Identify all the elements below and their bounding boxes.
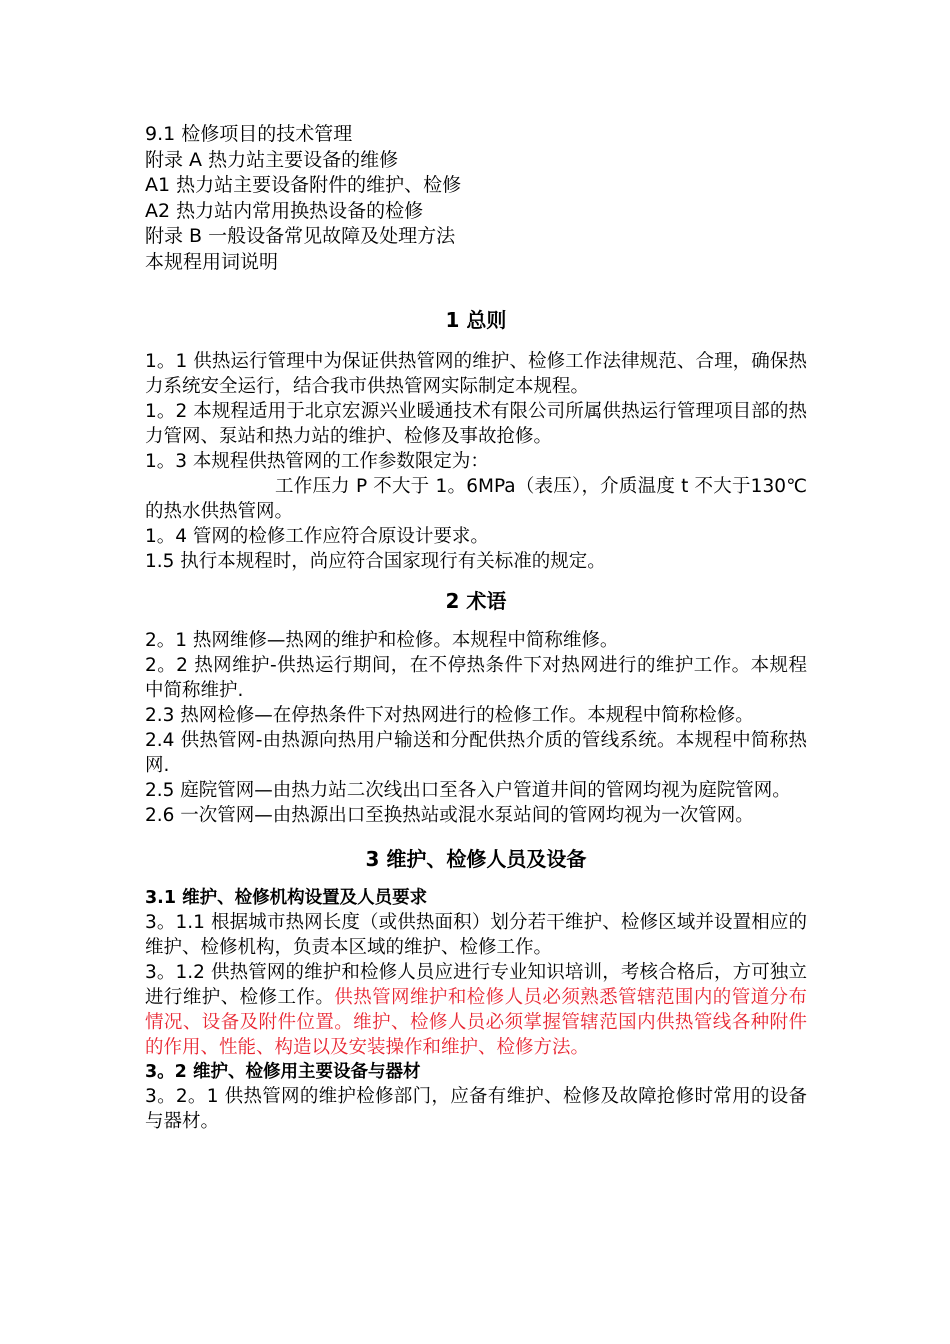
paragraph-text: 3。1.2 供热管网的维护和检修人员应进行专业知识培训，考核合格后，方可独立进行维护、检修工作。 [145,962,807,1008]
section-3-title: 3 维护、检修人员及设备 [365,847,587,871]
toc-item: 附录 B 一般设备常见故障及处理方法 [145,225,456,247]
document-page [145,122,807,1134]
section-1-title: 1 总则 [445,308,507,332]
toc-item: 本规程用词说明 [145,250,279,273]
paragraph: 2.5 庭院管网—由热力站二次线出口至各入户管道井间的管网均视为庭院管网。 [145,780,791,801]
subsection-title: 3.1 维护、检修机构设置及人员要求 [145,888,428,908]
highlighted-text: 供热管网维护和检修人员必须熟悉管辖范围内的管道分布情况、设备及附件位置。维护、检修人员必须掌握管辖范国内供热管线各种附件的作用、性能、构造以及安装操作和维护、检修方法。 [145,987,807,1058]
section-1-body [145,349,807,574]
paragraph: 1。4 管网的检修工作应符合原设计要求。 [145,526,489,547]
paragraph: 1。3 本规程供热管网的工作参数限定为： [145,451,489,472]
paragraph: 2.3 热网检修—在停热条件下对热网进行的检修工作。本规程中简称检修。 [145,705,754,726]
paragraph: 2.6 一次管网—由热源出口至换热站或混水泵站间的管网均视为一次管网。 [145,805,754,826]
paragraph [145,960,807,1060]
toc-item: 附录 A 热力站主要设备的维修 [145,148,399,171]
section-2-body [145,628,807,828]
toc-item: A2 热力站内常用换热设备的检修 [145,199,424,222]
paragraph: 3。1.1 根据城市热网长度（或供热面积）划分若干维护、检修区域并设置相应的维护、检修机构，负责本区域的维护、检修工作。 [145,912,807,958]
paragraph: 1.5 执行本规程时，尚应符合国家现行有关标准的规定。 [145,551,606,572]
paragraph: 3。2。1 供热管网的维护检修部门，应备有维护、检修及故障抢修时常用的设备与器材。 [145,1086,807,1132]
toc-item: A1 热力站主要设备附件的维护、检修 [145,174,462,196]
paragraph: 工作压力 P 不大于 1。6MPa（表压），介质温度 t 不大于130℃的热水供热管网。 [145,476,807,522]
paragraph: 2.4 供热管网-由热源向热用户输送和分配供热介质的管线系统。本规程中简称热网. [145,730,807,776]
paragraph: 1。2 本规程适用于北京宏源兴业暖通技术有限公司所属供热运行管理项目部的热力管网、泵站和热力站的维护、检修及事故抢修。 [145,401,807,447]
subsection-title: 3。2 维护、检修用主要设备与器材 [145,1062,421,1082]
paragraph: 2。2 热网维护-供热运行期间，在不停热条件下对热网进行的维护工作。本规程中简称维护. [145,655,807,701]
toc-item: 9.1 检修项目的技术管理 [145,123,353,145]
section-3-body [145,886,807,1134]
paragraph: 1。1 供热运行管理中为保证供热管网的维护、检修工作法律规范、合理，确保热力系统安全运行，结合我市供热管网实际制定本规程。 [145,351,807,397]
section-2-title: 2 术语 [445,589,507,613]
toc [145,122,807,275]
paragraph: 2。1 热网维修—热网的维护和检修。本规程中简称维修。 [145,630,619,651]
